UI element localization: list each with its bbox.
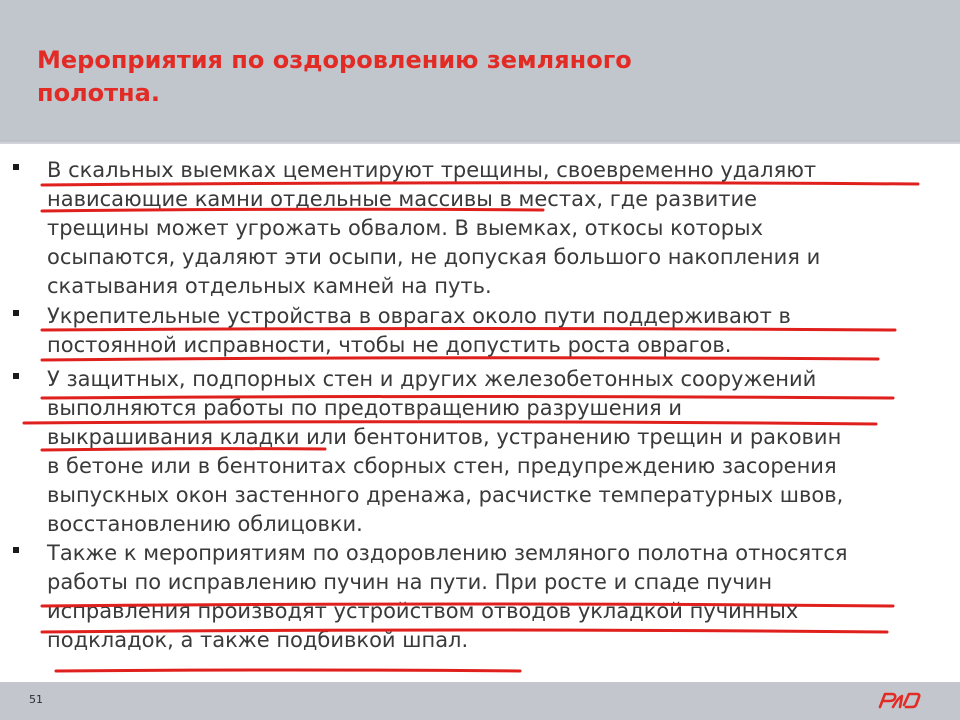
rzd-logo-icon [876,688,924,712]
slide-footer [0,682,960,720]
underline-stroke [56,670,520,671]
slide-title-line-2: полотна. [37,79,160,107]
bullet-marker-icon [13,310,19,316]
slide-title [37,44,632,110]
text-line: исправления производят устройством отводов укладкой пучинных [47,599,799,623]
text-line: нависающие камни отдельные массивы в местах, где развитие [47,187,758,211]
bullet-marker-icon [13,164,19,170]
text-line: Укрепительные устройства в оврагах около пути поддерживают в [47,304,791,328]
bullet-text [47,365,947,539]
bullet-text [47,302,947,360]
text-line: работы по исправлению пучин на пути. При росте и спаде пучин [47,570,773,594]
text-line: постоянной исправности, чтобы не допустить роста оврагов. [47,333,732,357]
text-line: выкрашивания кладки или бентонитов, устранению трещин и раковин [47,425,842,449]
text-line: восстановлению облицовки. [47,512,363,536]
bullet-marker-icon [13,373,19,379]
bullet-marker-icon [13,547,19,553]
text-line: в бетоне или в бентонитах сборных стен, предупреждению засорения [47,454,837,478]
page-number: 51 [29,693,43,706]
text-line: Также к мероприятиям по оздоровлению земляного полотна относятся [47,541,848,565]
text-line: подкладок, а также подбивкой шпал. [47,628,469,652]
text-line: выпускных окон застенного дренажа, расчистке температурных швов, [47,483,844,507]
bullet-text [47,539,947,655]
text-line: У защитных, подпорных стен и других железобетонных сооружений [47,367,817,391]
slide-header [0,0,960,144]
text-line: трещины может угрожать обвалом. В выемках, откосы которых [47,216,764,240]
text-line: выполняются работы по предотвращению разрушения и [47,396,683,420]
slide-title-line-1: Мероприятия по оздоровлению земляного [37,46,632,74]
text-line: скатывания отдельных камней на путь. [47,274,492,298]
text-line: В скальных выемках цементируют трещины, своевременно удаляют [47,158,817,182]
bullet-text [47,156,947,301]
text-line: осыпаются, удаляют эти осыпи, не допуская большого накопления и [47,245,821,269]
